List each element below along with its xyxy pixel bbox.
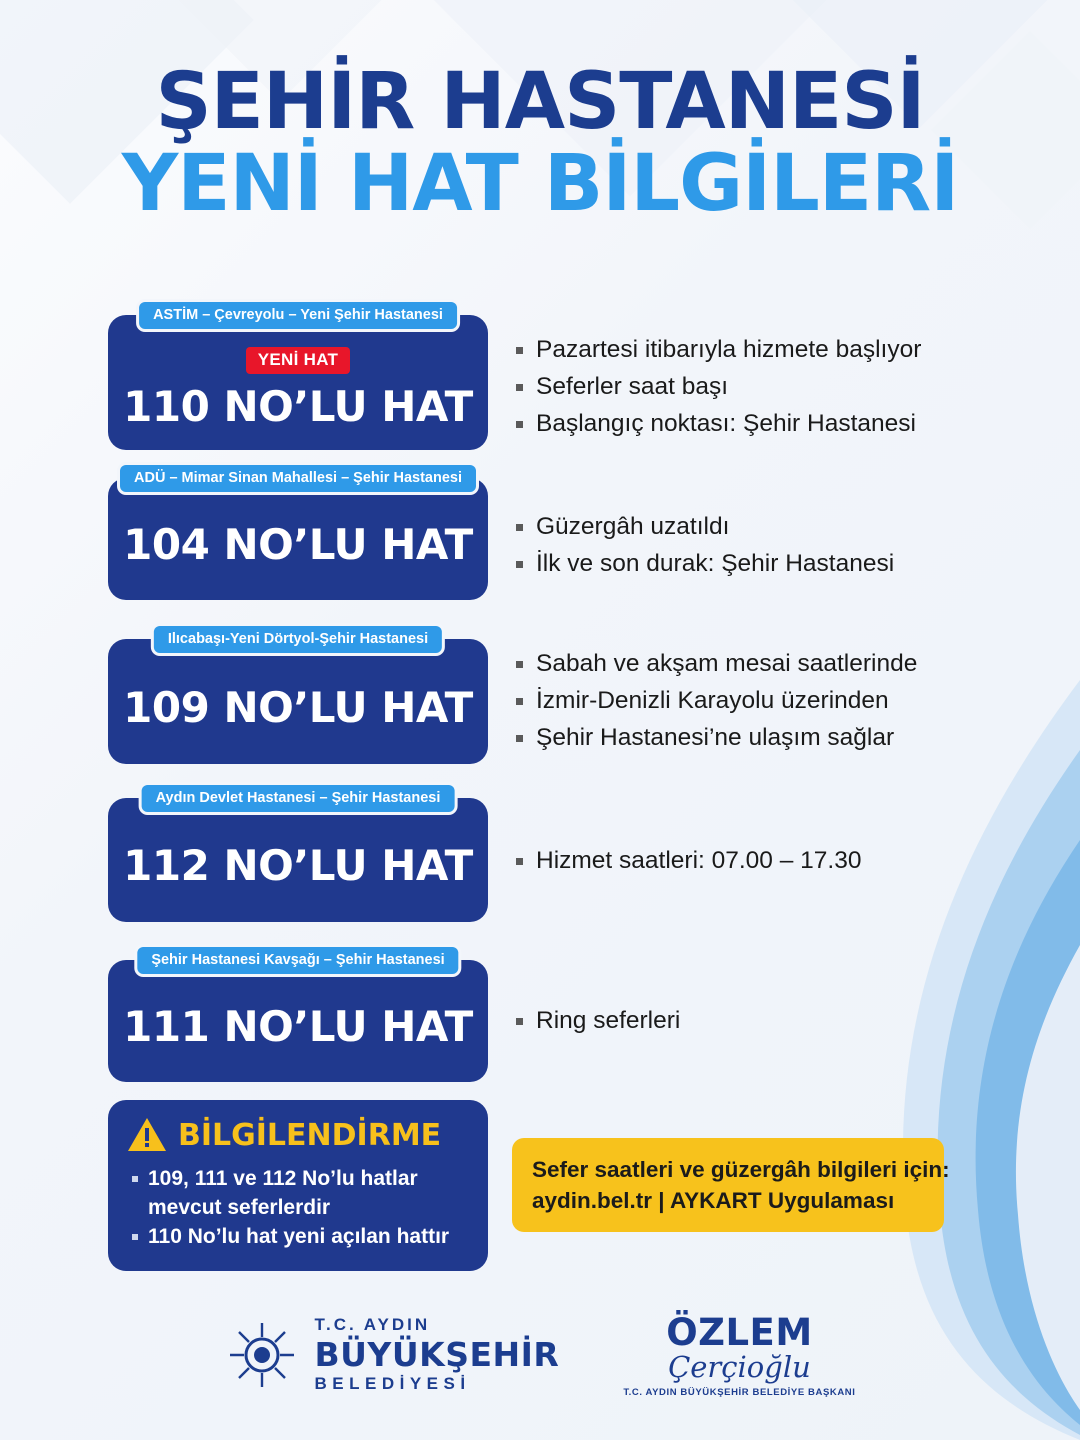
route-card-112[interactable] [108, 790, 488, 922]
warning-icon [126, 1116, 168, 1154]
list-item: İzmir-Denizli Karayolu üzerinden [512, 682, 917, 719]
route-pill-111: Şehir Hastanesi Kavşağı – Şehir Hastanesi [137, 947, 458, 974]
list-item: 109, 111 ve 112 No’lu hatlar mevcut seferlerdir [126, 1164, 470, 1222]
route-details-111 [512, 1002, 680, 1039]
mayor-name-first: ÖZLEM [666, 1311, 813, 1354]
mayor-signature [623, 1311, 855, 1398]
route-number-104: 104 NO’LU HAT [123, 520, 473, 569]
municipality-text [314, 1315, 559, 1394]
emblem-icon [224, 1317, 300, 1393]
route-details-110 [512, 331, 921, 442]
route-card-110[interactable] [108, 307, 488, 450]
title-line-1: ŞEHİR HASTANESİ [155, 57, 925, 147]
route-details-109 [512, 645, 917, 756]
route-number-110: 110 NO’LU HAT [123, 382, 473, 431]
route-number-109: 109 NO’LU HAT [123, 683, 473, 732]
route-pill-112: Aydın Devlet Hastanesi – Şehir Hastanesi [142, 785, 455, 812]
footer [0, 1311, 1080, 1398]
route-number-111: 111 NO’LU HAT [123, 1002, 473, 1051]
list-item: Güzergâh uzatıldı [512, 508, 894, 545]
route-details-112 [512, 842, 862, 879]
list-item: İlk ve son durak: Şehir Hastanesi [512, 545, 894, 582]
route-pill-110: ASTİM – Çevreyolu – Yeni Şehir Hastanesi [139, 302, 457, 329]
list-item: Sabah ve akşam mesai saatlerinde [512, 645, 917, 682]
information-title: BİLGİLENDİRME [178, 1117, 442, 1153]
new-route-badge: YENİ HAT [246, 347, 350, 374]
route-pill-109: Ilıcabaşı-Yeni Dörtyol-Şehir Hastanesi [154, 626, 442, 653]
mayor-title: T.C. AYDIN BÜYÜKŞEHİR BELEDİYE BAŞKANI [623, 1387, 856, 1398]
route-details-104 [512, 508, 894, 582]
list-item: Ring seferleri [512, 1002, 680, 1039]
route-card-109[interactable] [108, 631, 488, 764]
route-pill-104: ADÜ – Mimar Sinan Mahallesi – Şehir Hastanesi [120, 465, 476, 492]
logo-line-2: BÜYÜKŞEHİR [314, 1335, 560, 1374]
list-item: Hizmet saatleri: 07.00 – 17.30 [512, 842, 862, 879]
information-list [126, 1164, 470, 1251]
route-card-111[interactable] [108, 952, 488, 1082]
list-item: Pazartesi itibarıyla hizmete başlıyor [512, 331, 921, 368]
notice-line-2: aydin.bel.tr | AYKART Uygulaması [532, 1188, 895, 1213]
notice-line-1: Sefer saatleri ve güzergâh bilgileri için: [532, 1157, 950, 1182]
list-item: Şehir Hastanesi’ne ulaşım sağlar [512, 719, 917, 756]
mayor-name-last: Çerçioğlu [668, 1350, 811, 1384]
route-number-112: 112 NO’LU HAT [123, 841, 473, 890]
title-line-2: YENİ HAT BİLGİLERİ [121, 139, 959, 229]
list-item: Seferler saat başı [512, 368, 921, 405]
list-item: 110 No’lu hat yeni açılan hattır [126, 1222, 470, 1251]
route-card-104[interactable] [108, 470, 488, 600]
page-title [0, 57, 1080, 229]
logo-line-3: BELEDİYESİ [314, 1374, 471, 1393]
list-item: Başlangıç noktası: Şehir Hastanesi [512, 405, 921, 442]
notice-box[interactable] [512, 1138, 950, 1232]
municipality-logo [224, 1315, 559, 1394]
logo-line-1: T.C. AYDIN [314, 1315, 431, 1334]
information-card [108, 1100, 488, 1271]
information-header [126, 1116, 470, 1154]
